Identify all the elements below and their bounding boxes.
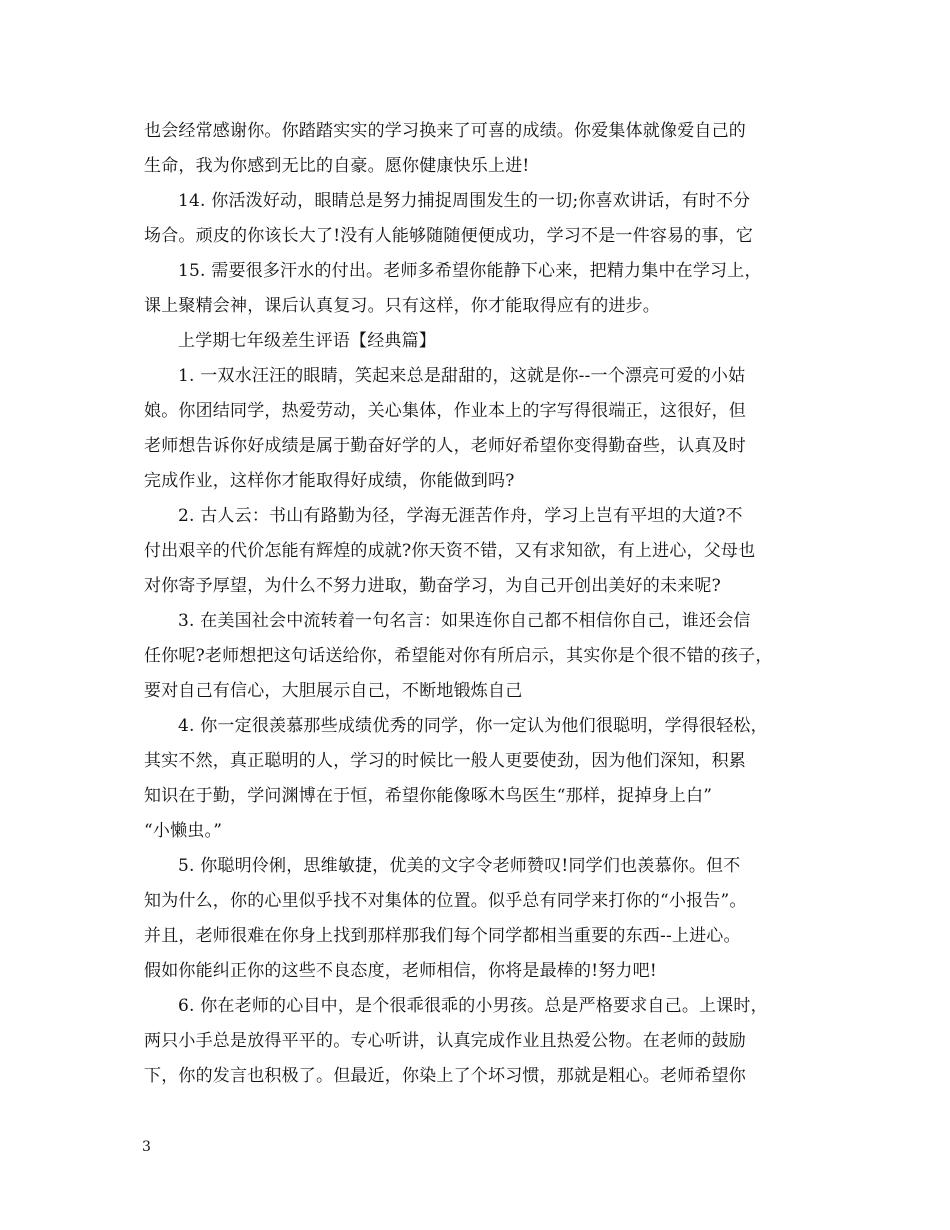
text-line: “小懒虫。”: [144, 821, 223, 841]
text-line: 场合。顽皮的你该长大了!没有人能够随随便便成功，学习不是一件容易的事，它: [144, 226, 754, 246]
text-line: 生命，我为你感到无比的自豪。愿你健康快乐上进!: [144, 156, 530, 176]
text-line: 两只小手总是放得平平的。专心听讲，认真完成作业且热爱公物。在老师的鼓励: [144, 1031, 746, 1051]
text-line: 付出艰辛的代价怎能有辉煌的成就?你天资不错，又有求知欲，有上进心，父母也: [144, 541, 756, 561]
text-line: 15. 需要很多汗水的付出。老师多希望你能静下心来，把精力集中在学习上，: [178, 261, 762, 281]
text-line: 也会经常感谢你。你踏踏实实的学习换来了可喜的成绩。你爱集体就像爱自己的: [144, 121, 746, 141]
text-line: 完成作业，这样你才能取得好成绩，你能做到吗?: [144, 471, 515, 491]
text-line: 老师想告诉你好成绩是属于勤奋好学的人，老师好希望你变得勤奋些，认真及时: [144, 436, 746, 456]
text-line: 课上聚精会神，课后认真复习。只有这样，你才能取得应有的进步。: [144, 296, 660, 316]
text-line: 知识在于勤，学问渊博在于恒，希望你能像啄木鸟医生“那样，捉掉身上白”: [144, 786, 713, 806]
section-heading: 上学期七年级差生评语【经典篇】: [178, 331, 436, 351]
text-line: 娘。你团结同学，热爱劳动，关心集体，作业本上的字写得很端正，这很好，但: [144, 401, 746, 421]
text-line: 6. 你在老师的心目中，是个很乖很乖的小男孩。总是严格要求自己。上课时，: [178, 996, 768, 1016]
text-line: 并且，老师很难在你身上找到那样那我们每个同学都相当重要的东西--上进心。: [144, 926, 741, 946]
text-line: 要对自己有信心，大胆展示自己，不断地锻炼自己: [144, 681, 523, 701]
text-line: 其实不然，真正聪明的人，学习的时候比一般人更要使劲，因为他们深知，积累: [144, 751, 746, 771]
text-line: 对你寄予厚望，为什么不努力进取，勤奋学习，为自己开创出美好的未来呢?: [144, 576, 721, 596]
text-line: 下，你的发言也积极了。但最近，你染上了个坏习惯，那就是粗心。老师希望你: [144, 1066, 746, 1086]
page-number: 3: [142, 1139, 151, 1155]
text-line: 14. 你活泼好动，眼睛总是努力捕捉周围发生的一切;你喜欢讲话，有时不分: [178, 191, 751, 211]
text-line: 5. 你聪明伶俐，思维敏捷，优美的文字令老师赞叹!同学们也羡慕你。但不: [178, 856, 741, 876]
text-line: 1. 一双水汪汪的眼睛，笑起来总是甜甜的，这就是你--一个漂亮可爱的小姑: [178, 366, 746, 386]
text-line: 假如你能纠正你的这些不良态度，老师相信，你将是最棒的!努力吧!: [144, 961, 657, 981]
text-line: 任你呢?老师想把这句话送给你，希望能对你有所启示，其实你是个很不错的孩子，: [144, 646, 773, 666]
text-line: 知为什么，你的心里似乎找不对集体的位置。似乎总有同学来打你的“小报告”。: [144, 891, 747, 911]
text-line: 3. 在美国社会中流转着一句名言：如果连你自己都不相信你自己，谁还会信: [178, 611, 751, 631]
text-line: 2. 古人云：书山有路勤为径，学海无涯苦作舟，学习上岂有平坦的大道?不: [178, 506, 743, 526]
text-line: 4. 你一定很羡慕那些成绩优秀的同学，你一定认为他们很聪明，学得很轻松，: [178, 716, 768, 736]
